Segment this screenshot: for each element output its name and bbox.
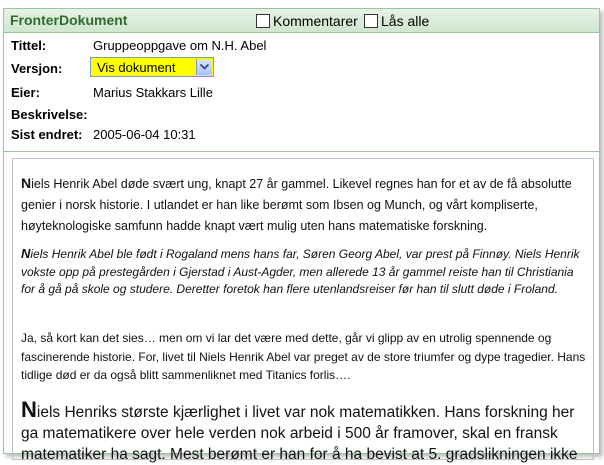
comments-checkbox-label: Kommentarer [273,13,358,29]
comments-checkbox-box[interactable] [256,14,270,28]
comments-checkbox[interactable] [256,13,358,29]
fronter-document-window [3,8,600,463]
paragraph-1 [21,173,589,237]
divider [4,151,599,152]
paragraph-1-text: iels Henrik Abel døde svært ung, knapt 27 år gammel. Likevel regnes han for et av de få absolutte genier i norsk historie. I utlandet er han like berømt som Ibsen og Munch, og vårt kompliserte, høyteknologiske samfunn hadde knapt vært mulig uten hans matematiske forskning. [21,177,572,233]
paragraph-4 [21,399,589,465]
modified-label: Sist endret: [11,127,83,142]
document-content[interactable] [12,158,594,463]
version-select-value: Vis dokument [97,60,176,75]
owner-value: Marius Stakkars Lille [93,85,213,100]
version-select[interactable] [90,57,214,77]
chevron-down-icon[interactable] [196,59,212,75]
paragraph-2-text: iels Henrik Abel ble født i Rogaland mens hans far, Søren Georg Abel, var prest på Finnøy. Niels Henrik vokste opp på prestegården i Gjerstad i Aust-Agder, men allerede 13 år gammel reiste han til Christiania for å gå på skole og studere. Deretter foretok han flere utenlandsreiser før han til slutt døde i Froland. [21,247,580,296]
drop-letter-1: N [21,175,32,191]
title-value: Gruppeoppgave om N.H. Abel [93,38,267,53]
paragraph-3: Ja, så kort kan det sies… men om vi lar det være med dette, går vi glipp av en utrolig spennende og fascinerende historie. For, livet til Niels Henrik Abel var preget av de store triumfer og dype tragedier. Hans tidlige død er da også blitt sammenliknet med Titanics forlis…. [21,331,586,382]
lock-all-checkbox[interactable] [364,13,429,29]
drop-letter-2: N [21,246,31,261]
title-label: Tittel: [11,38,47,53]
modified-value: 2005-06-04 10:31 [93,127,196,142]
window-title: FronterDokument [10,12,128,28]
paragraph-4-text: iels Henriks største kjærlighet i livet var nok matematikken. Hans forskning her ga matematikere over hele verden nok arbeid i 500 år framover, skal en fransk matematiker ha sagt. Mest berømt er han for å ha bevist at 5. gradslikningen ikke [21,404,578,463]
paragraph-2 [21,245,589,299]
version-label: Versjon: [11,61,63,76]
lock-all-checkbox-box[interactable] [364,14,378,28]
window-titlebar [4,9,599,33]
description-label: Beskrivelse: [11,107,88,122]
drop-letter-4: N [21,397,37,422]
owner-label: Eier: [11,85,40,100]
lock-all-checkbox-label: Lås alle [381,13,430,29]
